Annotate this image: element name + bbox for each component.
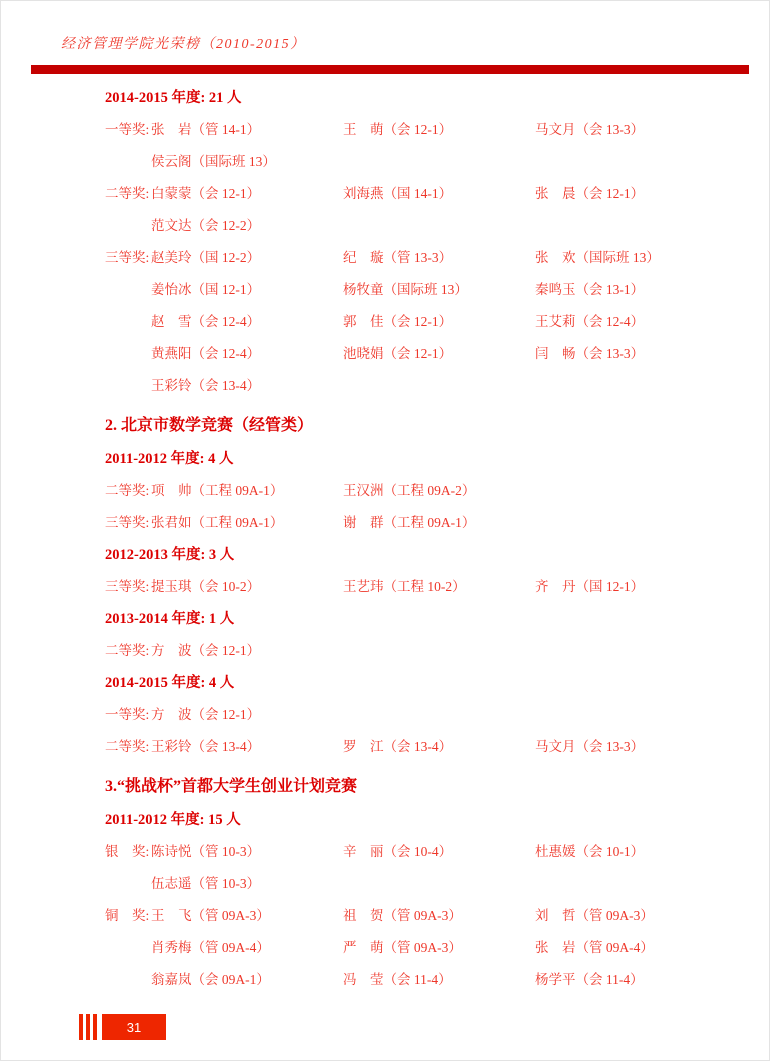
award-label xyxy=(105,370,151,402)
awardee: 闫 畅（会 13-3） xyxy=(535,346,645,361)
award-label xyxy=(105,146,151,178)
award-line xyxy=(105,635,745,667)
award-label: 铜 奖: xyxy=(105,908,150,923)
award-label xyxy=(105,274,151,306)
awardee: 王 萌（会 12-1） xyxy=(343,122,453,137)
awardee: 罗 江（会 13-4） xyxy=(343,739,453,754)
awardee: 池晓娟（会 12-1） xyxy=(343,346,453,361)
award-label: 一等奖: xyxy=(105,707,150,722)
award-label: 银 奖: xyxy=(105,844,150,859)
award-label xyxy=(105,932,151,964)
award-label: 二等奖: xyxy=(105,739,150,754)
awardee: 方 波（会 12-1） xyxy=(151,707,261,722)
page-number-badge xyxy=(79,1014,166,1040)
awardee: 严 萌（管 09A-3） xyxy=(343,940,462,955)
awardee: 杨学平（会 11-4） xyxy=(535,972,644,987)
awardee: 翁嘉岚（会 09A-1） xyxy=(151,972,270,987)
awardee: 郭 佳（会 12-1） xyxy=(343,314,453,329)
award-label: 三等奖: xyxy=(105,579,150,594)
award-line xyxy=(105,338,745,370)
award-label xyxy=(105,210,151,242)
awardee: 谢 群（工程 09A-1） xyxy=(343,515,476,530)
awardee: 张 晨（会 12-1） xyxy=(535,186,645,201)
awardee: 提玉琪（会 10-2） xyxy=(151,579,261,594)
awardee: 赵 雪（会 12-4） xyxy=(151,314,261,329)
awardee: 祖 贺（管 09A-3） xyxy=(343,908,462,923)
award-line xyxy=(105,306,745,338)
year-heading: 2013-2014 年度: 1 人 xyxy=(105,611,235,627)
awardee: 方 波（会 12-1） xyxy=(151,643,261,658)
award-line xyxy=(105,836,745,868)
award-label xyxy=(105,306,151,338)
awardee: 纪 璇（管 13-3） xyxy=(343,250,453,265)
section-heading: 3.“挑战杯”首都大学生创业计划竞赛 xyxy=(105,778,358,795)
award-line xyxy=(105,370,745,402)
awardee: 刘海燕（国 14-1） xyxy=(343,186,453,201)
awardee: 姜怡冰（国 12-1） xyxy=(151,282,261,297)
year-heading: 2014-2015 年度: 4 人 xyxy=(105,675,235,691)
awardee: 齐 丹（国 12-1） xyxy=(535,579,645,594)
awardee: 肖秀梅（管 09A-4） xyxy=(151,940,270,955)
year-heading: 2011-2012 年度: 4 人 xyxy=(105,451,234,467)
header-rule xyxy=(31,65,749,74)
awardee: 张 岩（管 09A-4） xyxy=(535,940,654,955)
page-title: 经济管理学院光荣榜（2010-2015） xyxy=(61,37,306,52)
award-line xyxy=(105,571,745,603)
awardee: 王汉洲（工程 09A-2） xyxy=(343,483,476,498)
award-label xyxy=(105,964,151,996)
awardee: 白蒙蒙（会 12-1） xyxy=(151,186,261,201)
award-label xyxy=(105,868,151,900)
award-label: 二等奖: xyxy=(105,643,150,658)
award-label: 三等奖: xyxy=(105,515,150,530)
awardee: 张 岩（管 14-1） xyxy=(151,122,261,137)
award-line xyxy=(105,146,745,178)
awardee: 马文月（会 13-3） xyxy=(535,122,645,137)
award-line xyxy=(105,731,745,763)
page-stripe xyxy=(93,1014,97,1040)
section-heading: 2. 北京市数学竞赛（经管类） xyxy=(105,417,314,434)
awardee: 范文达（会 12-2） xyxy=(151,218,261,233)
awardee: 王彩铃（会 13-4） xyxy=(151,378,261,393)
award-line xyxy=(105,178,745,210)
awardee: 黄燕阳（会 12-4） xyxy=(151,346,261,361)
awardee: 杨牧童（国际班 13） xyxy=(343,282,468,297)
awardee: 张君如（工程 09A-1） xyxy=(151,515,284,530)
awardee: 冯 莹（会 11-4） xyxy=(343,972,452,987)
awardee: 马文月（会 13-3） xyxy=(535,739,645,754)
awardee: 侯云阁（国际班 13） xyxy=(151,154,276,169)
awardee: 赵美玲（国 12-2） xyxy=(151,250,261,265)
page-number: 31 xyxy=(102,1014,166,1040)
award-line xyxy=(105,274,745,306)
award-line xyxy=(105,932,745,964)
awardee: 王 飞（管 09A-3） xyxy=(151,908,270,923)
awardee: 刘 哲（管 09A-3） xyxy=(535,908,654,923)
award-line xyxy=(105,210,745,242)
award-label xyxy=(105,338,151,370)
page-stripe xyxy=(79,1014,83,1040)
award-line xyxy=(105,114,745,146)
awardee: 杜惠媛（会 10-1） xyxy=(535,844,645,859)
award-label: 一等奖: xyxy=(105,122,150,137)
award-line xyxy=(105,475,745,507)
awardee: 辛 丽（会 10-4） xyxy=(343,844,453,859)
awardee: 陈诗悦（管 10-3） xyxy=(151,844,261,859)
awardee: 张 欢（国际班 13） xyxy=(535,250,660,265)
award-line xyxy=(105,699,745,731)
awardee: 项 帅（工程 09A-1） xyxy=(151,483,284,498)
content-area xyxy=(105,82,745,996)
award-line xyxy=(105,900,745,932)
awardee: 王艾莉（会 12-4） xyxy=(535,314,645,329)
award-line xyxy=(105,964,745,996)
award-line xyxy=(105,868,745,900)
award-label: 二等奖: xyxy=(105,186,150,201)
award-line xyxy=(105,242,745,274)
award-label: 二等奖: xyxy=(105,483,150,498)
award-label: 三等奖: xyxy=(105,250,150,265)
awardee: 秦鸣玉（会 13-1） xyxy=(535,282,645,297)
award-line xyxy=(105,507,745,539)
year-heading: 2011-2012 年度: 15 人 xyxy=(105,812,241,828)
page-stripe xyxy=(86,1014,90,1040)
awardee: 王彩铃（会 13-4） xyxy=(151,739,261,754)
awardee: 王艺玮（工程 10-2） xyxy=(343,579,466,594)
awardee: 伍志遥（管 10-3） xyxy=(151,876,261,891)
year-heading: 2012-2013 年度: 3 人 xyxy=(105,547,235,563)
year-heading: 2014-2015 年度: 21 人 xyxy=(105,90,242,106)
